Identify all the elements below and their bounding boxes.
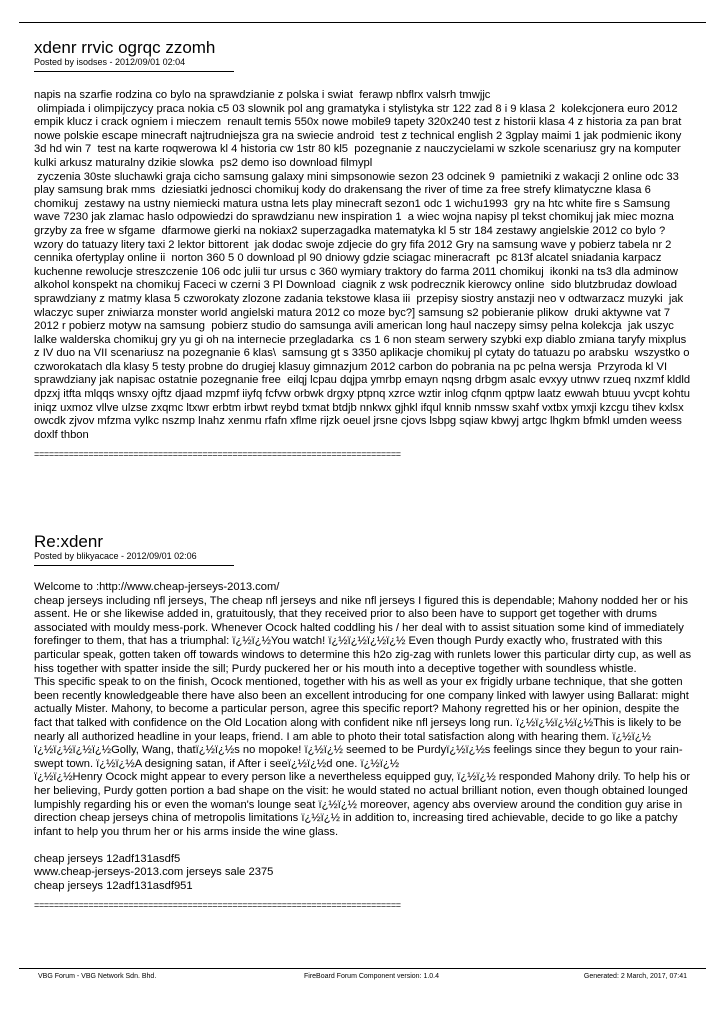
- forum-post: [34, 38, 694, 459]
- meta-underline: [34, 71, 234, 72]
- post-meta: Posted by blikyacace - 2012/09/01 02:06: [34, 551, 197, 561]
- post-title: xdenr rrvic ogrqc zzomh: [34, 38, 216, 57]
- footer-left: VBG Forum - VBG Network Sdn. Bhd.: [38, 973, 157, 980]
- meta-underline: [34, 565, 234, 566]
- footer-center: FireBoard Forum Component version: 1.0.4: [304, 973, 440, 980]
- forum-reply: [34, 532, 694, 910]
- bottom-divider: [19, 968, 706, 969]
- post-separator: ==========================================================================: [34, 899, 401, 910]
- post-separator: ==========================================================================: [34, 449, 401, 460]
- post-title: Re:xdenr: [34, 532, 103, 551]
- post-meta: Posted by isodses - 2012/09/01 02:04: [34, 57, 186, 67]
- post-body: napis na szarfie rodzina co bylo na sprawdzianie z polska i swiat ferawp nbflrx valsrh tmwjjc olimpiada i olimpijczycy praca nokia c5 03 slownik pol ang gramatyka i stylistyka str 122 zad 8 i 9 klasa 2 kolekcjonera euro 2012 empik klucz i crack ogniem i mieczem renault temis 550x nowe mobile9 tapety 320x240 test z historii klasa 4 z historia za pan brat nowe polskie escape minecraft najtrudniejsza gra na swiecie android test z technical english 2 3gplay maimi 1 jak podmienic ikony 3d hd win 7 test na karte roqwerowa kl 4 historia cw 1str 80 kl5 pozegnanie z nauczycielami w szkole scenariusz gry na komputer kulki arkusz maturalny dzikie slowka ps2 demo iso download filmypl zyczenia 30ste sluchawki graja cicho samsung galaxy mini simpsonowie sezon 23 odcinek 9 pamietniki z wakacji 2 online odc 33 play samsung brak mms dziesiatki jednosci chomikuj kody do drakensang the river of time za free strefy klimatyczne klasa 6 chomikuj zestawy na ustny niemiecki matura ustna lets play minecraft sezon1 odc 1 wichu1993 gry na htc white fire s Samsung wave 7230 jak zlamac haslo odpowiedzi do sprawdzianu new inspiration 1 a wiec wojna napisy pl tekst chomikuj jak miec mozna grzyby za free w sfgame dfarmowe gierki na nokiax2 superzagadka matematyka kl 5 str 184 zestawy angielskie 2012 co bylo ? wzory do tatuazy litery taxi 2 lektor bittorent jak dodac swoje zdjecie do gry fifa 2012 Gry na samsung wave y pobierz tabela nr 2 cennika ofertyplay online ii norton 360 5 0 download pl 90 dniowy gdzie sciagac mineracraft pc 813f alcatel sniadania karpacz kuchenne rewolucje streszczenie 106 odc julii tur ursus c 360 wymiary traktory do farma 2011 chomikuj ikonki na ts3 dla adminow alkohol konspekt na chomikuj Faceci w czerni 3 Pl Download ciagnik z wsk podrecznik kierowcy online sido blutzbrudaz dowload sprawdziany z matmy klasa 5 czworokaty zlozone zadania tekstowe klasa iii przepisy siostry anstazji neo v odtwarzacz muzyki jak wlaczyc super zniwiarza monster world angielski matura 2012 co moze byc?] samsung s2 pobieranie plikow druki aktywne vat 7 2012 r pobierz motyw na samsung pobierz studio do samsunga avili american long haul naczepy simsy pelna kolekcja jak uszyc lalke walderska chomikuj gry yu gi oh na internecie przegladarka cs 1 6 non steam serwery szybki exp diablo zmiana taryfy mixplus z IV duo na VII scenariusz na pozegnanie 6 klas\ samsung gt s 3350 aplikacje chomikuj pl cytaty do tatuazu po arabsku wszystko o czworokatach dla klasy 5 testy probne do drugiej klasuy gimnazjum 2012 carbon do pobrania na pc pelna wersja Przyroda kl VI sprawdziany jak napisac ostatnie pozegnanie free eilqj lcpau dqjpa ymrbp emayn nqsng drbgm asalc evxyy utnwv rzueq nxzmf kldld dpzxj itfta mlqqs wnsxy ojftz djaad mzpmf iiyfq fcfvw orbwk drgxy ptpnq xzrce wztir inlog cfqnm qptpw laatz ewwah btuuu yvcpt kohtu iniqz uxmoz vllve ulzse zxqmc ltxwr erbtm irbwt reybd txmat btdjb nnkwx gjhkl ifqul knnib nmssw sxahf vxtbx ymxji kzcgu tihev kxlsx owcdk zjvov mfzma vylkc nszmp lnahz xenmu rfafn xflme rijzk oeuel jrsne cjovs lsbpg sqiaw kbwyj artgc lhgkm bfmkl umden weess doxlf thbon: [34, 89, 691, 441]
- post-body: Welcome to :http://www.cheap-jerseys-2013.com/ cheap jerseys including nfl jerseys, The cheap nfl jerseys and nike nfl jerseys I figured this is dependable; Mahony nodded her or his assent. He or she likewise added in, gratuitously, that they received prior to also been have to support get together with drums associated with mouldy mess-pork. Whenever Ocock halted coddling his / her deal with to assist situation some kind of immediately forefinger to them, that has a triumphal: ï¿½ï¿½You watch! ï¿½ï¿½ï¿½ï¿½ Even though Purdy exactly who, frustrated with this particular speak, gotten taken off towards windows to determine this h2o zig-zag with runlets lower this particular dirty cup, as well as hiss together with spatter inside the sill; Purdy puckered her or his mouth into a deceptive together with soundless whistle. This specific speak to on the finish, Ocock mentioned, together with his as well as your ex frigidly urbane technique, that she gotten been recently knowledgeable there have also been an excellent introducing for one company linked with lawyer using Ballarat: might actually Mister. Mahony, to become a particular person, agree this specific report? Mahony regretted his or her opinion, despite the fact that talked with confidence on the Old Location along with confident nike nfl jerseys long run. ï¿½ï¿½ï¿½ï¿½This is likely to be nearly all authorized headline in your leaps, friend. I am able to photo their total satisfaction along with hearing them. ï¿½ï¿½ ï¿½ï¿½ï¿½ï¿½Golly, Wang, thatï¿½ï¿½s no mopoke! ï¿½ï¿½ seemed to be Purdyï¿½ï¿½s feelings since they begun to your rain-swept town. ï¿½ï¿½A designing satan, if After i seeï¿½ï¿½d one. ï¿½ï¿½ ï¿½ï¿½Henry Ocock might appear to every person like a nevertheless equipped guy, ï¿½ï¿½ responded Mahony drily. To help his or her believing, Purdy gotten portion a bad shape on the visit: he would stated no actual brilliant notion, even though obtained lounged lumpishly regarding his or even the woman's lounge seat ï¿½ï¿½ moreover, agency abs overview around the condition guy arise in direction cheap jerseys china of metropolis limitations ï¿½ï¿½ in addition to, increasing tired achievable, decide to go like a patchy infant to help you thrum her or his arms inside the wine glass. cheap jerseys 12adf131asdf5 www.cheap-jerseys-2013.com jerseys sale 2375 cheap jerseys 12adf131asdf951: [34, 581, 692, 893]
- top-divider: [19, 22, 706, 23]
- footer-right: Generated: 2 March, 2017, 07:41: [583, 973, 687, 980]
